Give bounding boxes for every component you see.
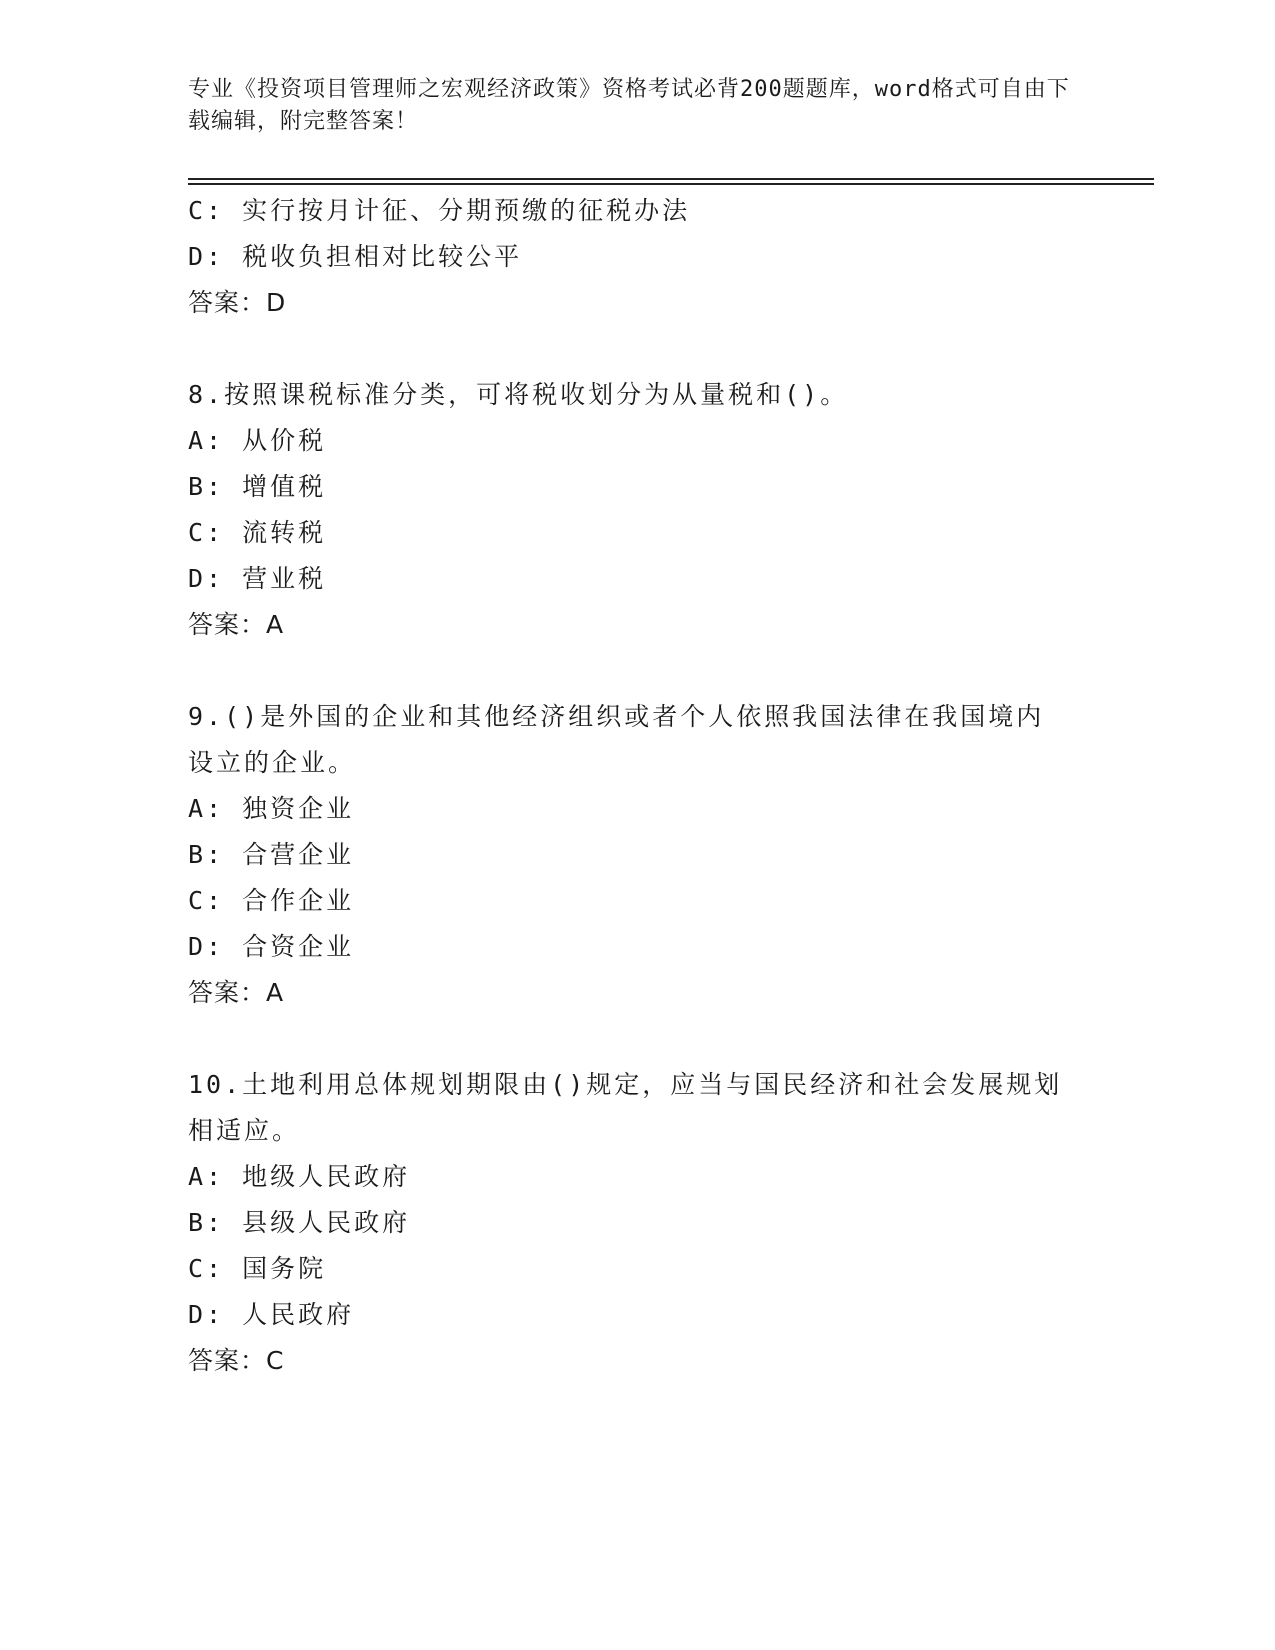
option-text: 合营企业 [242,840,355,869]
option-text: 合资企业 [242,932,355,961]
option-label: A: [188,426,225,455]
option-c [188,188,1088,234]
option-a [188,786,1088,832]
answer-line: 答案：A [188,978,285,1007]
option-text: 实行按月计征、分期预缴的征税办法 [242,196,691,225]
option-text: 合作企业 [242,886,355,915]
option-b [188,1200,1088,1246]
option-b [188,464,1088,510]
option-text: 营业税 [242,564,327,593]
option-c [188,878,1088,924]
question-10 [188,1062,1088,1384]
option-text: 县级人民政府 [242,1208,411,1237]
option-a [188,1154,1088,1200]
document-header: 专业《投资项目管理师之宏观经济政策》资格考试必背200题题库，word格式可自由下载编辑，附完整答案！ [188,77,1070,134]
option-d [188,924,1088,970]
option-a [188,418,1088,464]
option-b [188,832,1088,878]
option-text: 地级人民政府 [242,1162,411,1191]
option-label: D: [188,564,225,593]
option-label: D: [188,1300,225,1329]
option-label: C: [188,1254,225,1283]
question-text-line-1: 9.()是外国的企业和其他经济组织或者个人依照我国法律在我国境内 [188,702,1045,731]
answer-line: 答案：D [188,288,287,317]
option-text: 从价税 [242,426,327,455]
header-divider-bottom [188,183,1154,185]
option-label: C: [188,886,225,915]
question-text-line-2: 设立的企业。 [188,748,357,777]
option-text: 国务院 [242,1254,327,1283]
prev-question-block [188,188,1088,326]
option-label: B: [188,1208,225,1237]
question-8 [188,372,1088,648]
option-label: A: [188,794,225,823]
option-label: C: [188,518,225,547]
option-text: 流转税 [242,518,327,547]
option-text: 税收负担相对比较公平 [242,242,523,271]
option-label: A: [188,1162,225,1191]
header-divider-top [188,178,1154,180]
option-d [188,556,1088,602]
option-label: B: [188,472,225,501]
question-text-line-2: 相适应。 [188,1116,301,1145]
option-d [188,234,1088,280]
question-text: 8.按照课税标准分类，可将税收划分为从量税和()。 [188,380,849,409]
option-label: B: [188,840,225,869]
option-c [188,1246,1088,1292]
option-text: 独资企业 [242,794,355,823]
answer-line: 答案：C [188,1346,285,1375]
option-label: D: [188,242,225,271]
document-body [188,188,1088,1384]
option-text: 人民政府 [242,1300,355,1329]
question-text-line-1: 10.土地利用总体规划期限由()规定，应当与国民经济和社会发展规划 [188,1070,1063,1099]
option-label: C: [188,196,225,225]
option-label: D: [188,932,225,961]
option-text: 增值税 [242,472,327,501]
option-d [188,1292,1088,1338]
answer-line: 答案：A [188,610,285,639]
option-c [188,510,1088,556]
question-9 [188,694,1088,1016]
